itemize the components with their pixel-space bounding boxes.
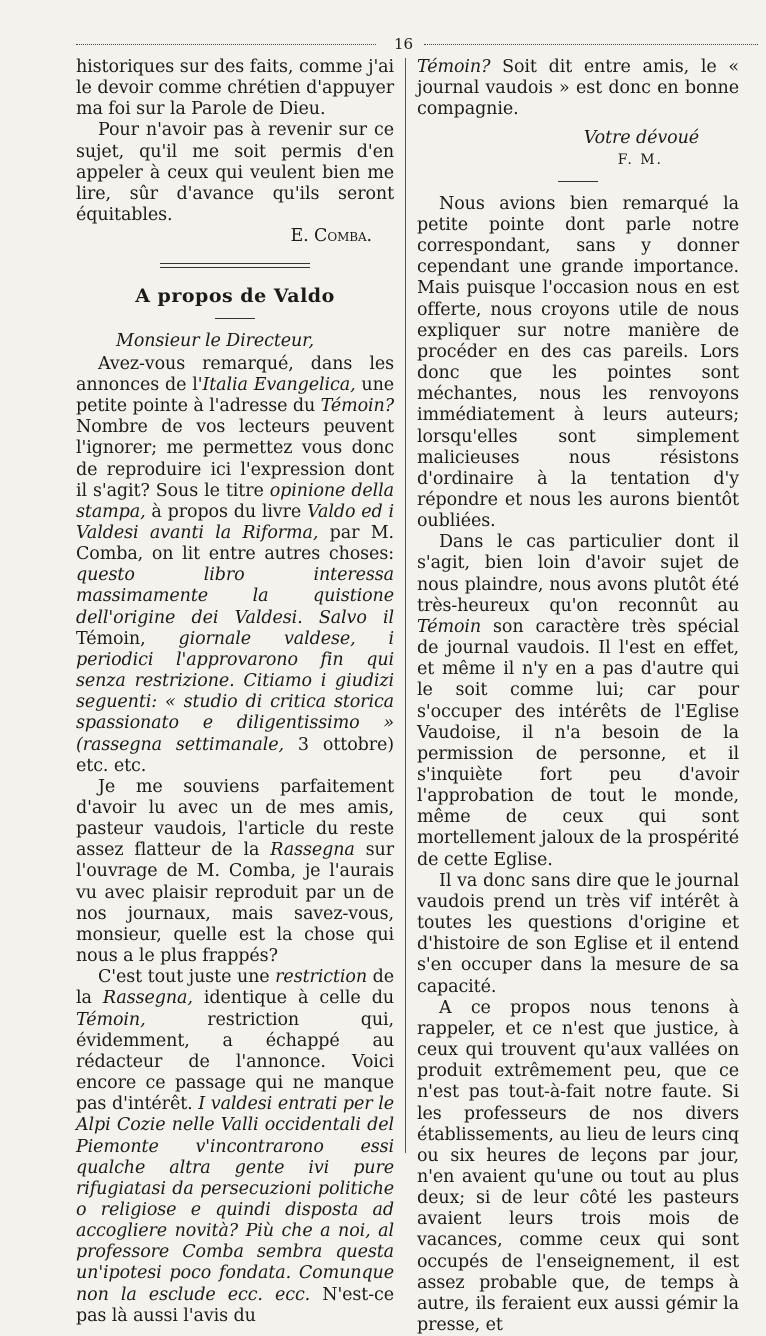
italic-text: Témoin: [417, 616, 482, 637]
paragraph: Il va donc sans dire que le journal vaudois prend un très vif intérêt à toutes les questions d'origine et d'histoire de son Eglise et il entend s'en occuper dans la mesure de sa capacité.: [417, 870, 739, 997]
paragraph: historiques sur des faits, comme j'ai le devoir comme chrétien d'appuyer ma foi sur la Parole de Dieu.: [76, 57, 394, 120]
section-divider: [160, 263, 310, 268]
initials: F. M.: [617, 151, 663, 168]
text: Je me souviens parfaitement d'avoir lu avec un de mes amis, pasteur vaudois, l'article du reste assez flatteur de la: [76, 776, 394, 861]
author-name: E. Comba.: [290, 226, 372, 247]
italic-text: Témoin?: [417, 57, 491, 77]
left-column: [76, 57, 395, 1326]
paragraph-text: Pour n'avoir pas à revenir sur ce sujet, qu'il me soit permis d'en appeler à ceux qui veulent bien me lire, sûr d'avance qu'ils seront équitables.: [76, 120, 394, 226]
paragraph: [417, 57, 739, 120]
text: 3 ottobre) etc. etc.: [76, 734, 394, 776]
page-header: [76, 34, 758, 56]
text: Nombre de vos lecteurs peuvent l'ignorer; me permettez vous donc de reproduire ici l'expression dont il s'agit? Sous le titre: [76, 417, 394, 501]
header-rule-left: [76, 44, 376, 47]
title-rule: [215, 318, 255, 319]
author-signature: [76, 226, 394, 247]
text: N'est-ce pas là aussi l'avis du: [76, 1284, 394, 1326]
italic-text: Témoin,: [76, 1009, 146, 1030]
italic-text: Rassegna: [270, 840, 355, 861]
text: par M. Comba, on lit entre autres choses:: [76, 522, 394, 565]
text: une petite pointe à l'adresse du: [76, 374, 394, 417]
text: de la: [76, 967, 394, 1009]
italic-text: questo libro interessa massimamente la quistione dell'origine dei Valdesi. Salvo il: [76, 565, 394, 628]
paragraph: [417, 532, 739, 871]
italic-text: Rassegna,: [102, 988, 193, 1009]
text: restriction qui, évidemment, a échappé au rédacteur de l'annonce. Voici encore ce passage qui ne manque pas d'intérêt.: [76, 1009, 394, 1115]
italic-text: Valdo ed i Valdesi avanti la Riforma,: [76, 501, 394, 543]
italic-text: Témoin?: [320, 396, 394, 417]
page-number: 16: [394, 35, 414, 53]
italic-text: giornale valdese, i periodici l'approvarono fin qui senza restrizione. Citiamo i giudizi seguenti: « studio di critica storica spassionato e diligentissimo » (rassegna settimanale,: [76, 628, 394, 755]
text: Témoin,: [76, 628, 179, 649]
section-rule: [558, 181, 598, 182]
header-rule-right: [424, 44, 758, 47]
signoff: Votre dévoué: [583, 128, 699, 149]
text: Avez-vous remarqué, dans les annonces de l': [76, 353, 394, 395]
italic-text: Italia Evangelica,: [202, 374, 356, 395]
article-title: A propos de Valdo: [135, 285, 335, 308]
text: Dans le cas particulier dont il s'agit, bien loin d'avoir sujet de nous plaindre, nous avons plutôt été très-heureux qu'on reconnût au: [417, 532, 739, 616]
paragraph: [76, 967, 394, 1327]
text: C'est tout juste une: [98, 967, 276, 988]
text: sur l'ouvrage de M. Comba, je l'aurais vu avec plaisir reproduit par un de nos journaux, mais savez-vous, monsieur, quelle est la chose qui nous a le plus frappés?: [76, 840, 394, 967]
italic-text: opinione della stampa,: [76, 480, 395, 522]
right-column: [417, 57, 739, 1336]
text: à propos du livre: [145, 501, 308, 522]
column-divider: [405, 58, 406, 1153]
text: son caractère très spécial de journal vaudois. Il l'est en effet, et même il n'y en a pas d'autre qui le soit comme lui; car pour s'occuper des intérêts de l'Eglise Vaudoise, il n'a besoin de la permission de personne, et il s'inquiète fort peu d'avoir l'approbation de tout le monde, même de ceux qui sont mortellement jaloux de la prospérité de cette Eglise.: [417, 616, 739, 870]
paragraph: [76, 120, 394, 226]
text: identique à celle du: [192, 988, 394, 1009]
text: Soit dit entre amis, le « journal vaudois » est donc en bonne compagnie.: [417, 57, 739, 120]
paragraph: A ce propos nous tenons à rappeler, et ce n'est que justice, à ceux qui trouvent qu'aux vallées on produit extrêmement peu, que ce n'est pas tout-à-fait notre faute. Si les professeurs de nos divers établissements, au lieu de leurs cinq ou six heures de leçons par jour, n'en avaient qu'une ou tout au plus deux; si de leur côté les pasteurs avaient leurs trois mois de vacances, comme ceux qui sont occupés de l'enseignement, il est assez probable que, de temps à autre, ils feraient eux aussi gémir la presse, et: [417, 997, 739, 1336]
paragraph: Nous avions bien remarqué la petite pointe dont parle notre correspondant, sans y donner cependant une grande importance. Mais puisque l'occasion nous en est offerte, nous croyons utile de nous expliquer sur notre manière de procéder en des cas pareils. Lors donc que les pointes sont méchantes, nous les renvoyons immédiatement à leurs auteurs; lorsqu'elles sont simplement malicieuses nous résistons d'ordinaire à la tentation d'y répondre et nous les aurons bientôt oubliées.: [417, 193, 739, 532]
italic-text: restriction: [275, 967, 368, 988]
paragraph: [76, 354, 394, 777]
paragraph: [76, 777, 394, 967]
italic-text: I valdesi entrati per le Alpi Cozie nelle Valli occidentali del Piemonte v'incontrarono essi qualche altra gente ivi pure rifugiatasi da persecuzioni politiche o religiose e quindi disposta ad accogliere novità? Più che a noi, al professore Comba sembra questa un'ipotesi poco fondata. Comunque non la esclude ecc. ecc.: [76, 1094, 394, 1305]
salutation: Monsieur le Directeur,: [116, 330, 314, 351]
